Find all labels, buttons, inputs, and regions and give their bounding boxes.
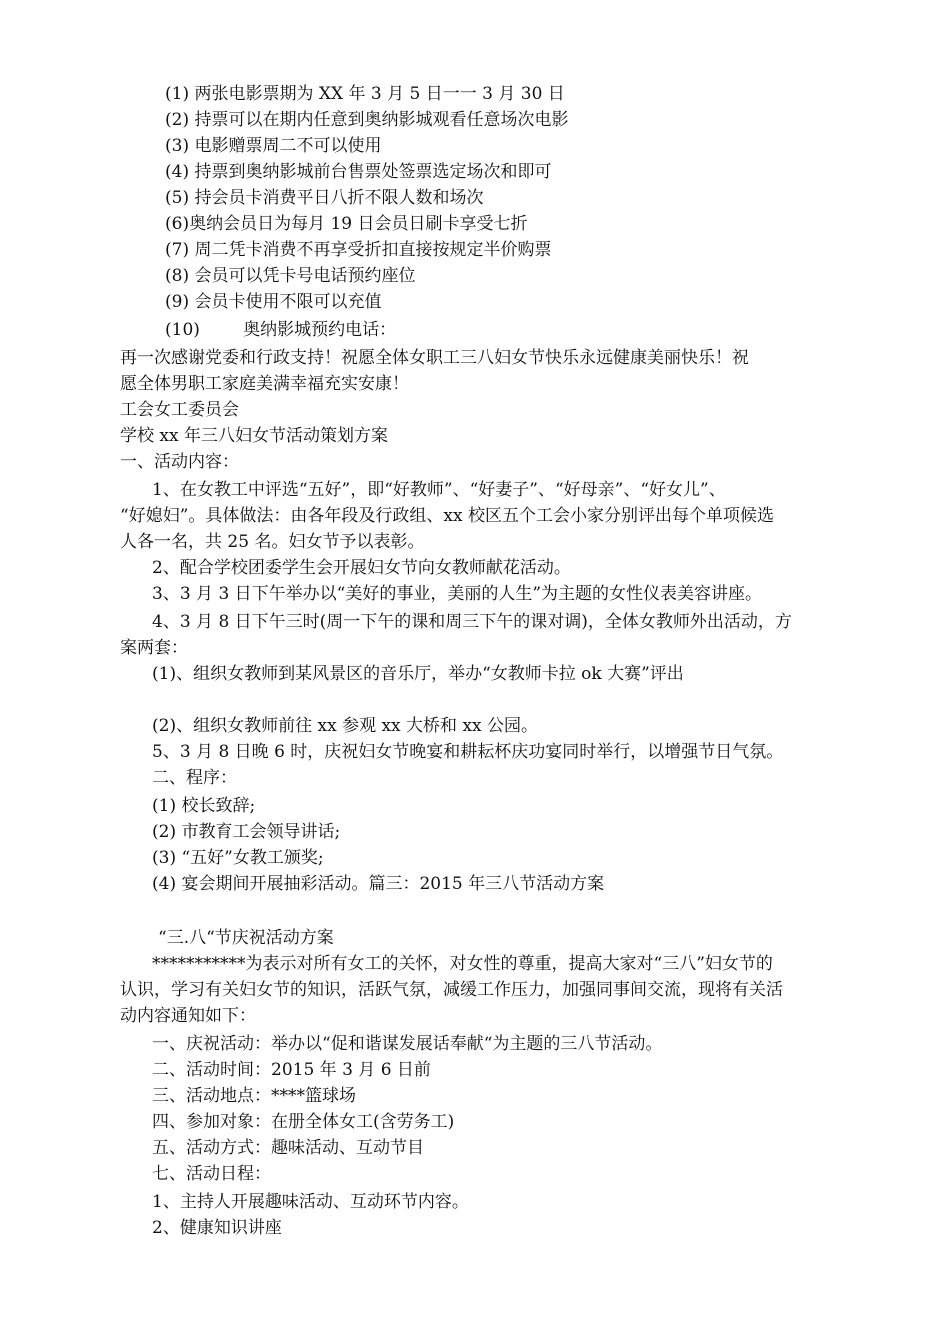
ticket-note-7: (7) 周二凭卡消费不再享受折扣直接按规定半价购票 — [165, 240, 552, 260]
plan3-time: 二、活动时间：2015 年 3 月 6 日前 — [152, 1060, 431, 1080]
ticket-note-3: (3) 电影赠票周二不可以使用 — [165, 136, 382, 156]
plan2-item-1b: “好媳妇”。具体做法：由各年段及行政组、xx 校区五个工会小家分别评出每个单项候选 — [120, 506, 774, 526]
plan2-item-2: 2、配合学校团委学生会开展妇女节向女教师献花活动。 — [152, 558, 571, 578]
plan3-title: “三.八“节庆祝活动方案 — [158, 928, 334, 948]
plan3-intro-1: ***********为表示对所有女工的关怀，对女性的尊重，提高大家对“三八”妇女节的 — [152, 954, 773, 974]
plan3-location: 三、活动地点：****篮球场 — [152, 1086, 356, 1106]
program-1: (1) 校长致辞; — [152, 796, 256, 816]
plan2-section-content: 一、活动内容： — [120, 452, 239, 472]
ticket-note-4: (4) 持票到奥纳影城前台售票处签票选定场次和即可 — [165, 162, 552, 182]
program-4: (4) 宴会期间开展抽彩活动。篇三：2015 年三八节活动方案 — [152, 874, 605, 894]
plan2-item-4b: 案两套： — [120, 638, 188, 658]
thanks-line-1: 再一次感谢党委和行政支持！祝愿全体女职工三八妇女节快乐永远健康美丽快乐！祝 — [120, 348, 749, 368]
signature: 工会女工委员会 — [120, 400, 239, 420]
plan2-title: 学校 xx 年三八妇女节活动策划方案 — [120, 426, 388, 446]
plan3-intro-2: 认识，学习有关妇女节的知识，活跃气氛，减缓工作压力，加强同事间交流，现将有关活 — [120, 980, 783, 1000]
plan3-schedule: 七、活动日程： — [152, 1164, 271, 1184]
ticket-note-5: (5) 持会员卡消费平日八折不限人数和场次 — [165, 188, 484, 208]
plan3-activity: 一、庆祝活动：举办以“促和谐谋发展话奉献“为主题的三八节活动。 — [152, 1034, 663, 1054]
ticket-note-6: (6)奥纳会员日为每月 19 日会员日刷卡享受七折 — [165, 214, 528, 234]
schedule-item-1: 1、主持人开展趣味活动、互动环节内容。 — [152, 1192, 469, 1212]
ticket-note-2: (2) 持票可以在期内任意到奥纳影城观看任意场次电影 — [165, 110, 569, 130]
plan2-option-2: (2)、组织女教师前往 xx 参观 xx 大桥和 xx 公园。 — [152, 716, 539, 736]
ticket-note-10: (10) 奥纳影城预约电话： — [165, 320, 397, 340]
ticket-note-8: (8) 会员可以凭卡号电话预约座位 — [165, 266, 416, 286]
plan3-intro-3: 动内容通知如下： — [120, 1006, 256, 1026]
program-2: (2) 市教育工会领导讲话; — [152, 822, 341, 842]
plan2-section-program: 二、程序： — [152, 768, 237, 788]
schedule-item-2: 2、健康知识讲座 — [152, 1218, 282, 1238]
plan2-item-4a: 4、3 月 8 日下午三时(周一下午的课和周三下午的课对调)，全体女教师外出活动，方 — [152, 612, 792, 632]
plan3-method: 五、活动方式：趣味活动、互动节目 — [152, 1138, 424, 1158]
plan2-item-1c: 人各一名，共 25 名。妇女节予以表彰。 — [120, 532, 425, 552]
ticket-note-9: (9) 会员卡使用不限可以充值 — [165, 292, 382, 312]
plan2-item-1a: 1、在女教工中评选“五好”，即“好教师”、“好妻子”、“好母亲”、“好女儿”、 — [152, 480, 726, 500]
plan2-item-3: 3、3 月 3 日下午举办以“美好的事业，美丽的人生”为主题的女性仪表美容讲座。 — [152, 584, 763, 604]
ticket-note-1: (1) 两张电影票期为 XX 年 3 月 5 日一一 3 月 30 日 — [165, 84, 565, 104]
program-3: (3) “五好”女教工颁奖; — [152, 848, 324, 868]
plan3-participants: 四、参加对象：在册全体女工(含劳务工) — [152, 1112, 455, 1132]
plan2-option-1: (1)、组织女教师到某风景区的音乐厅，举办“女教师卡拉 ok 大赛”评出 — [152, 664, 684, 684]
plan2-item-5: 5、3 月 8 日晚 6 时，庆祝妇女节晚宴和耕耘杯庆功宴同时举行，以增强节日气氛。 — [152, 742, 784, 762]
thanks-line-2: 愿全体男职工家庭美满幸福充实安康！ — [120, 374, 409, 394]
